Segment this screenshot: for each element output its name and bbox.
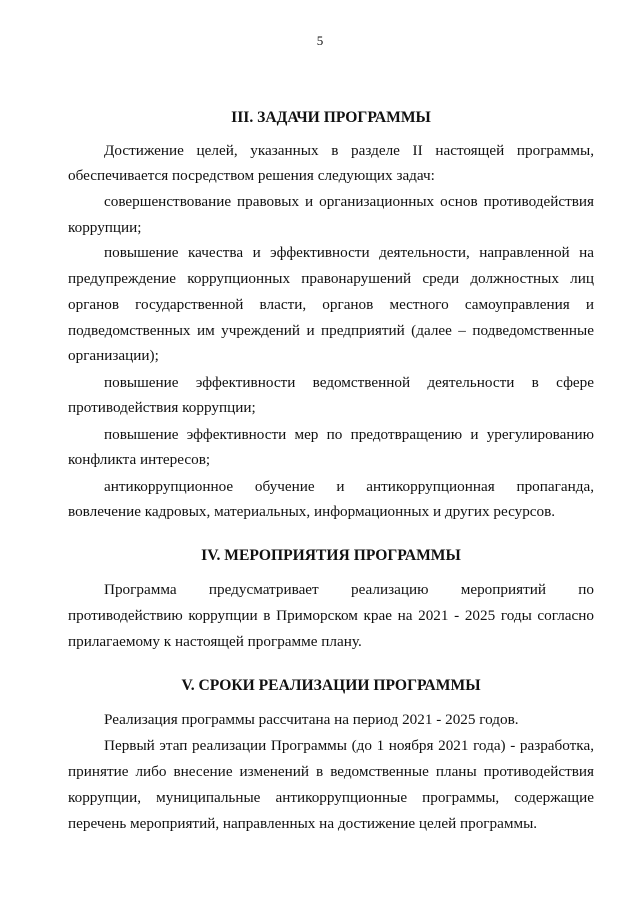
- section-5-line-1: Реализация программы рассчитана на период 2021 - 2025 годов.: [104, 711, 519, 728]
- section-3-line-7: органов государственной власти, органов местного самоуправления и: [68, 296, 594, 313]
- section-3-line-9: организации);: [68, 347, 159, 364]
- section-3-line-13: конфликта интересов;: [68, 451, 211, 468]
- section-3-line-12: повышение эффективности мер по предотвращению и урегулированию: [104, 426, 594, 443]
- section-5-heading: V. СРОКИ РЕАЛИЗАЦИИ ПРОГРАММЫ: [181, 677, 481, 694]
- section-3-line-15: вовлечение кадровых, материальных, информационных и других ресурсов.: [68, 503, 556, 520]
- page-number: 5: [316, 33, 324, 48]
- section-4-line-3: прилагаемому к настоящей программе плану.: [68, 633, 362, 650]
- section-3-line-14: антикоррупционное обучение и антикоррупционная пропаганда,: [104, 478, 594, 495]
- section-3-line-10: повышение эффективности ведомственной деятельности в сфере: [104, 374, 594, 391]
- section-5-line-4: коррупции, муниципальные антикоррупционные программы, содержащие: [68, 789, 594, 806]
- section-5-line-3: принятие либо внесение изменений в ведомственные планы противодействия: [68, 763, 594, 780]
- section-3-line-4: коррупции;: [68, 219, 142, 236]
- section-3-line-3: совершенствование правовых и организационных основ противодействия: [104, 193, 594, 210]
- section-3-line-2: обеспечивается посредством решения следующих задач:: [68, 167, 435, 184]
- section-3-line-6: предупреждение коррупционных правонарушений среди должностных лиц: [68, 270, 594, 287]
- section-3-line-1: Достижение целей, указанных в разделе II настоящей программы,: [104, 142, 594, 159]
- section-3-line-5: повышение качества и эффективности деятельности, направленной на: [104, 244, 594, 261]
- section-5-line-2: Первый этап реализации Программы (до 1 ноября 2021 года) - разработка,: [104, 737, 594, 754]
- section-4-line-1: Программа предусматривает реализацию мероприятий по: [104, 581, 594, 598]
- section-3-line-11: противодействия коррупции;: [68, 399, 256, 416]
- section-4-line-2: противодействию коррупции в Приморском крае на 2021 - 2025 годы согласно: [68, 607, 594, 624]
- section-3-line-8: подведомственных им учреждений и предприятий (далее – подведомственные: [68, 322, 594, 339]
- section-5-line-5: перечень мероприятий, направленных на достижение целей программы.: [68, 815, 538, 832]
- section-3-heading: III. ЗАДАЧИ ПРОГРАММЫ: [231, 109, 431, 126]
- section-4-heading: IV. МЕРОПРИЯТИЯ ПРОГРАММЫ: [201, 547, 461, 564]
